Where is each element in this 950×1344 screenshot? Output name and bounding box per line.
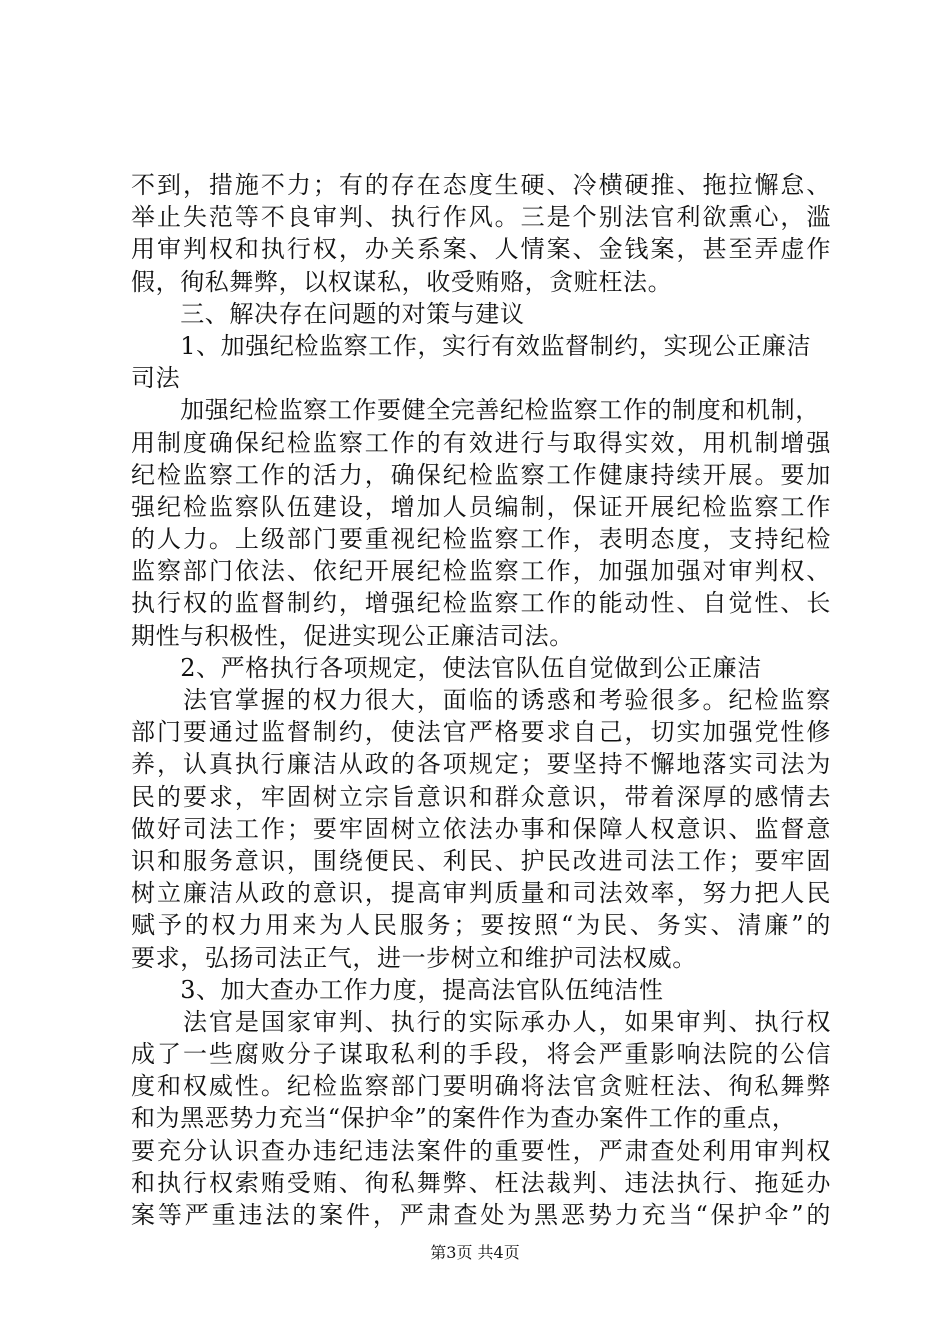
text-line: 三、解决存在问题的对策与建议 (131, 299, 525, 328)
text-line: 3、加大查办工作力度，提高法官队伍纯洁性 (131, 975, 664, 1004)
text-line: 执行权的监督制约，增强纪检监察工作的能动性、自觉性、长 (131, 589, 831, 618)
text-line: 用审判权和执行权，办关系案、人情案、金钱案，甚至弄虚作 (131, 235, 831, 264)
text-line: 强纪检监察队伍建设，增加人员编制，保证开展纪检监察工作 (131, 492, 831, 521)
text-line: 不到，措施不力；有的存在态度生硬、冷横硬推、拖拉懈怠、 (131, 171, 831, 199)
text-line: 的人力。上级部门要重视纪检监察工作，表明态度，支持纪检 (131, 525, 831, 554)
text-line: 民的要求，牢固树立宗旨意识和群众意识，带着深厚的感情去 (131, 782, 831, 811)
text-line: 和执行权索贿受贿、徇私舞弊、枉法裁判、违法执行、拖延办 (131, 1168, 831, 1197)
text-line: 假，徇私舞弊，以权谋私，收受贿赂，贪赃枉法。 (131, 267, 673, 296)
text-line: 要充分认识查办违纪违法案件的重要性，严肃查处利用审判权 (131, 1136, 831, 1165)
text-line: 要求，弘扬司法正气，进一步树立和维护司法权威。 (131, 943, 697, 972)
text-line: 司法 (131, 364, 181, 393)
text-line: 1、加强纪检监察工作，实行有效监督制约，实现公正廉洁 (131, 331, 812, 360)
text-line: 树立廉洁从政的意识，提高审判质量和司法效率，努力把人民 (131, 879, 831, 908)
text-line: 识和服务意识，围绕便民、利民、护民改进司法工作；要牢固 (131, 846, 831, 875)
text-line: 2、严格执行各项规定，使法官队伍自觉做到公正廉洁 (131, 653, 762, 682)
text-line: 成了一些腐败分子谋取私利的手段，将会严重影响法院的公信 (131, 1040, 831, 1069)
text-line: 纪检监察工作的活力，确保纪检监察工作健康持续开展。要加 (131, 460, 831, 489)
text-line: 做好司法工作；要牢固树立依法办事和保障人权意识、监督意 (131, 814, 831, 843)
page-footer: 第3页 共4页 (430, 1243, 520, 1262)
document-body (131, 169, 831, 1231)
text-line: 案等严重违法的案件，严肃查处为黑恶势力充当“保护伞”的 (131, 1201, 831, 1229)
text-line: 养，认真执行廉洁从政的各项规定；要坚持不懈地落实司法为 (131, 750, 831, 779)
text-line: 赋予的权力用来为人民服务；要按照“为民、务实、清廉”的 (131, 911, 831, 940)
text-line: 监察部门依法、依纪开展纪检监察工作，加强加强对审判权、 (131, 557, 831, 586)
text-line: 举止失范等不良审判、执行作风。三是个别法官利欲熏心，滥 (131, 203, 831, 232)
text-line: 度和权威性。纪检监察部门要明确将法官贪赃枉法、徇私舞弊 (131, 1072, 831, 1101)
text-line: 加强纪检监察工作要健全完善纪检监察工作的制度和机制， (131, 396, 820, 425)
text-line: 和为黑恶势力充当“保护伞”的案件作为查办案件工作的重点， (131, 1104, 797, 1133)
text-line: 期性与积极性，促进实现公正廉洁司法。 (131, 621, 574, 650)
text-line: 用制度确保纪检监察工作的有效进行与取得实效，用机制增强 (131, 428, 831, 457)
text-line: 法官掌握的权力很大，面临的诱惑和考验很多。纪检监察 (131, 686, 831, 714)
text-line: 部门要通过监督制约，使法官严格要求自己，切实加强党性修 (131, 718, 831, 747)
text-line: 法官是国家审判、执行的实际承办人，如果审判、执行权 (131, 1007, 831, 1036)
